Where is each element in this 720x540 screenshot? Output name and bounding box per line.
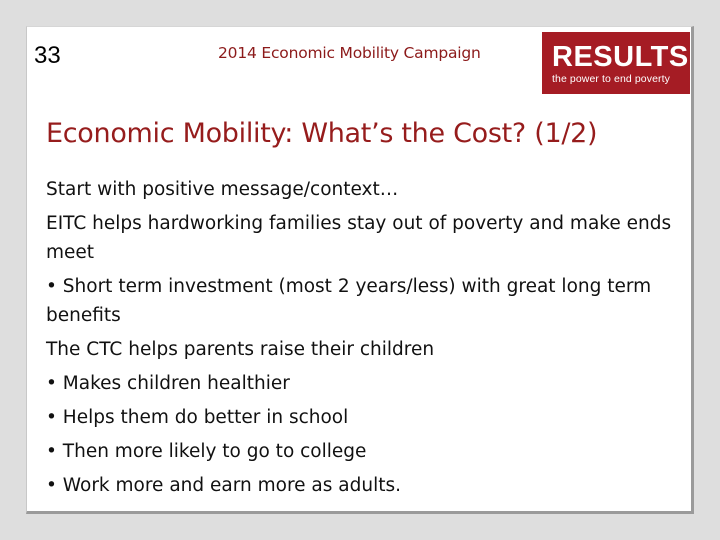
- body-line: • Helps them do better in school: [46, 407, 349, 428]
- slide-body: [46, 175, 686, 505]
- slide-number: 33: [34, 42, 61, 69]
- logo-name: RESULTS: [552, 41, 689, 73]
- body-line: • Work more and earn more as adults.: [46, 475, 401, 496]
- campaign-title: 2014 Economic Mobility Campaign: [218, 44, 481, 62]
- logo-tagline: the power to end poverty: [552, 73, 670, 85]
- results-logo: [542, 32, 690, 94]
- body-line: EITC helps hardworking families stay out of poverty and make ends meet: [46, 213, 672, 263]
- body-line: • Then more likely to go to college: [46, 441, 367, 462]
- slide-title: Economic Mobility: What’s the Cost? (1/2): [46, 118, 598, 149]
- body-line: • Makes children healthier: [46, 373, 290, 394]
- body-line: The CTC helps parents raise their children: [46, 339, 435, 360]
- body-line: Start with positive message/context…: [46, 179, 399, 200]
- body-line: • Short term investment (most 2 years/less) with great long term benefits: [46, 276, 652, 326]
